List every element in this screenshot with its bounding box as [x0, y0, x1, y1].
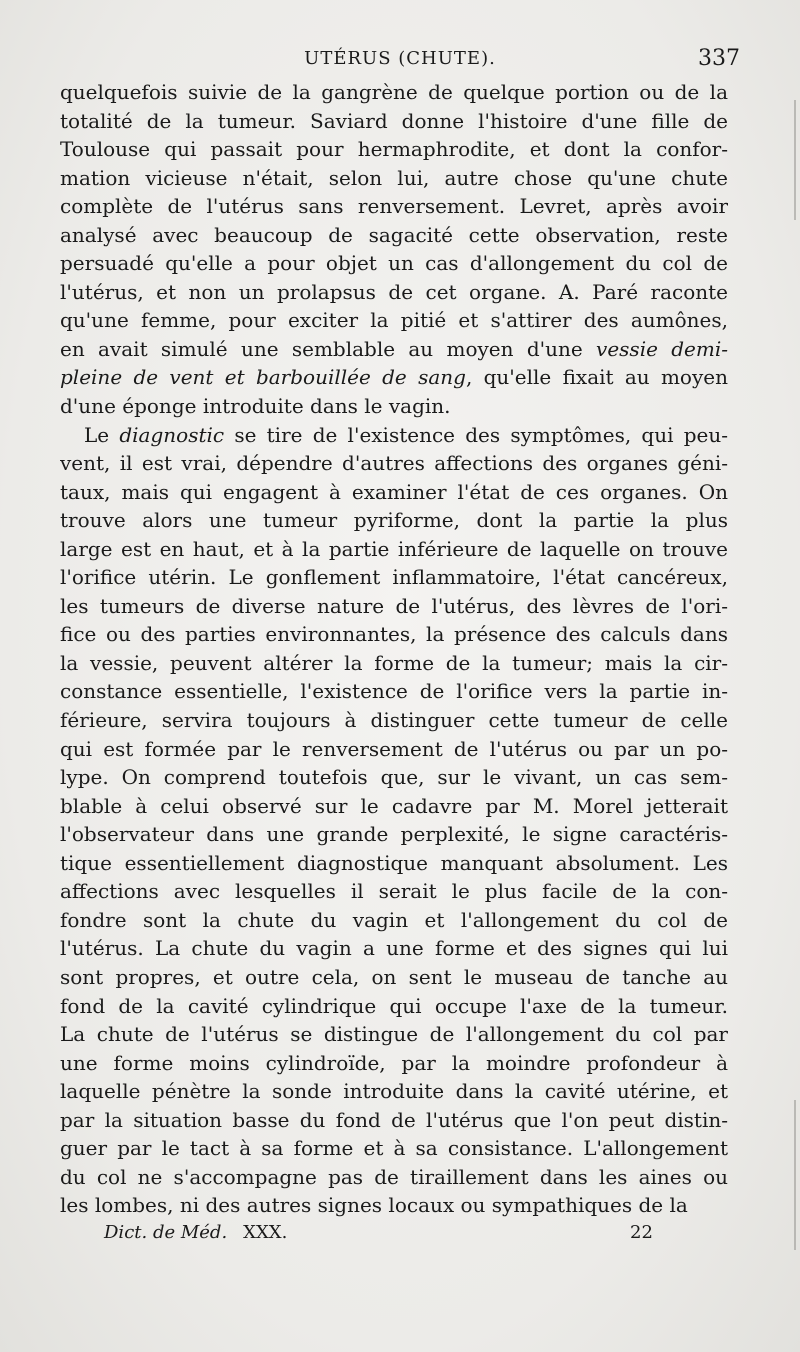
- text-run: la vessie, peuvent altérer la forme de la tumeur; mais la cir-: [60, 650, 728, 675]
- text-line: [60, 877, 728, 906]
- text-run: mation vicieuse n'était, selon lui, autre chose qu'une chute: [60, 165, 728, 190]
- text-run: lype. On comprend toutefois que, sur le vivant, un cas sem-: [60, 765, 728, 790]
- text-line: [60, 934, 728, 963]
- text-line: [60, 963, 728, 992]
- text-line: [60, 249, 728, 278]
- text-run: en avait simulé une semblable au moyen d'une: [60, 336, 597, 361]
- text-run: l'utérus, et non un prolapsus de cet organe. A. Paré raconte: [60, 279, 728, 304]
- text-run: tique essentiellement diagnostique manquant absolument. Les: [60, 850, 728, 875]
- text-run: fondre sont la chute du vagin et l'allongement du col de: [60, 907, 728, 932]
- text-run: férieure, servira toujours à distinguer cette tumeur de celle: [60, 708, 728, 733]
- text-line: [60, 278, 728, 307]
- text-line: [60, 1049, 728, 1078]
- text-run: analysé avec beaucoup de sagacité cette observation, reste: [60, 222, 728, 247]
- text-line: [60, 1106, 728, 1135]
- running-head: UTÉRUS (CHUTE).: [304, 48, 496, 69]
- text-run: guer par le tact à sa forme et à sa consistance. L'allongement: [60, 1136, 728, 1161]
- text-run: l'utérus. La chute du vagin a une forme et des signes qui lui: [60, 936, 728, 961]
- text-line: [60, 677, 728, 706]
- text-run: par la situation basse du fond de l'utérus que l'on peut distin-: [60, 1107, 728, 1132]
- text-line: [60, 763, 728, 792]
- text-line: [60, 478, 728, 507]
- text-run: persuadé qu'elle a pour objet un cas d'allongement du col de: [60, 251, 728, 276]
- text-run: fice ou des parties environnantes, la présence des calculs dans: [60, 622, 728, 647]
- text-line: [60, 992, 728, 1021]
- text-run: quelquefois suivie de la gangrène de quelque portion ou de la: [60, 80, 728, 104]
- text-line: [60, 849, 728, 878]
- text-run: blable à celui observé sur le cadavre par M. Morel jetterait: [60, 793, 728, 818]
- signature-title: Dict. de Méd.: [104, 1222, 228, 1243]
- page-footer: [60, 1222, 740, 1250]
- text-run: du col ne s'accompagne pas de tiraillement dans les aines ou: [60, 1164, 728, 1189]
- text-line: [60, 706, 728, 735]
- text-line: [60, 792, 728, 821]
- body-text: [60, 78, 728, 1220]
- text-run: laquelle pénètre la sonde introduite dans la cavité utérine, et: [60, 1079, 728, 1104]
- text-line: [60, 1020, 728, 1049]
- text-run: constance essentielle, l'existence de l'orifice vers la partie in-: [60, 679, 728, 704]
- text-run: large est en haut, et à la partie inférieure de laquelle on trouve: [60, 536, 728, 561]
- text-run: affections avec lesquelles il serait le plus facile de la con-: [60, 879, 728, 904]
- text-run: Toulouse qui passait pour hermaphrodite, et dont la confor-: [60, 137, 728, 162]
- text-line: [60, 335, 728, 364]
- text-line: [60, 535, 728, 564]
- text-line: [60, 421, 728, 450]
- text-line: [60, 735, 728, 764]
- text-line: [60, 107, 728, 136]
- text-run: les lombes, ni des autres signes locaux ou sympathiques de la: [60, 1193, 688, 1218]
- text-run: vent, il est vrai, dépendre d'autres affections des organes géni-: [60, 451, 728, 476]
- text-run: l'orifice utérin. Le gonflement inflammatoire, l'état cancéreux,: [60, 565, 728, 590]
- text-line: [60, 563, 728, 592]
- italic-text: vessie demi-: [596, 336, 728, 361]
- text-line: [60, 1163, 728, 1192]
- text-line: [60, 78, 728, 107]
- text-run: se tire de l'existence des symptômes, qui peu-: [224, 422, 728, 447]
- footer-signature: [104, 1222, 287, 1243]
- text-line: [60, 506, 728, 535]
- text-run: La chute de l'utérus se distingue de l'allongement du col par: [60, 1022, 728, 1047]
- text-run: les tumeurs de diverse nature de l'utérus, des lèvres de l'ori-: [60, 593, 728, 618]
- text-run: sont propres, et outre cela, on sent le museau de tanche au: [60, 964, 728, 989]
- text-line: [60, 592, 728, 621]
- signature-number: 22: [630, 1222, 653, 1243]
- text-line: [60, 620, 728, 649]
- italic-text: diagnostic: [119, 422, 225, 447]
- text-run: l'observateur dans une grande perplexité, le signe caractéris-: [60, 822, 728, 847]
- text-line: [60, 192, 728, 221]
- text-line: [60, 221, 728, 250]
- text-run: totalité de la tumeur. Saviard donne l'histoire d'une fille de: [60, 108, 728, 133]
- text-line: [60, 820, 728, 849]
- page-edge-mark: [794, 100, 796, 220]
- text-line: [60, 135, 728, 164]
- text-line: [60, 306, 728, 335]
- text-run: trouve alors une tumeur pyriforme, dont la partie la plus: [60, 508, 728, 533]
- text-run: d'une éponge introduite dans le vagin.: [60, 394, 451, 419]
- text-line: [60, 649, 728, 678]
- text-run: complète de l'utérus sans renversement. Levret, après avoir: [60, 194, 728, 219]
- text-run: qu'une femme, pour exciter la pitié et s'attirer des aumônes,: [60, 308, 728, 333]
- text-line: [60, 164, 728, 193]
- text-run: fond de la cavité cylindrique qui occupe l'axe de la tumeur.: [60, 993, 728, 1018]
- italic-text: pleine de vent et barbouillée de sang: [60, 365, 466, 390]
- page-edge-mark: [794, 1100, 796, 1250]
- text-run: une forme moins cylindroïde, par la moindre profondeur à: [60, 1050, 728, 1075]
- text-line: [60, 449, 728, 478]
- text-line: [60, 1191, 728, 1220]
- text-run: , qu'elle fixait au moyen: [465, 365, 728, 390]
- signature-volume: XXX.: [243, 1222, 288, 1243]
- text-run: taux, mais qui engagent à examiner l'état de ces organes. On: [60, 479, 728, 504]
- text-run: Le: [84, 422, 120, 447]
- text-line: [60, 906, 728, 935]
- text-run: qui est formée par le renversement de l'utérus ou par un po-: [60, 736, 728, 761]
- text-line: [60, 1134, 728, 1163]
- text-line: [60, 1077, 728, 1106]
- page-header: [60, 44, 740, 74]
- page-number: 337: [698, 46, 740, 71]
- text-line: [60, 363, 728, 392]
- text-line: [60, 392, 728, 421]
